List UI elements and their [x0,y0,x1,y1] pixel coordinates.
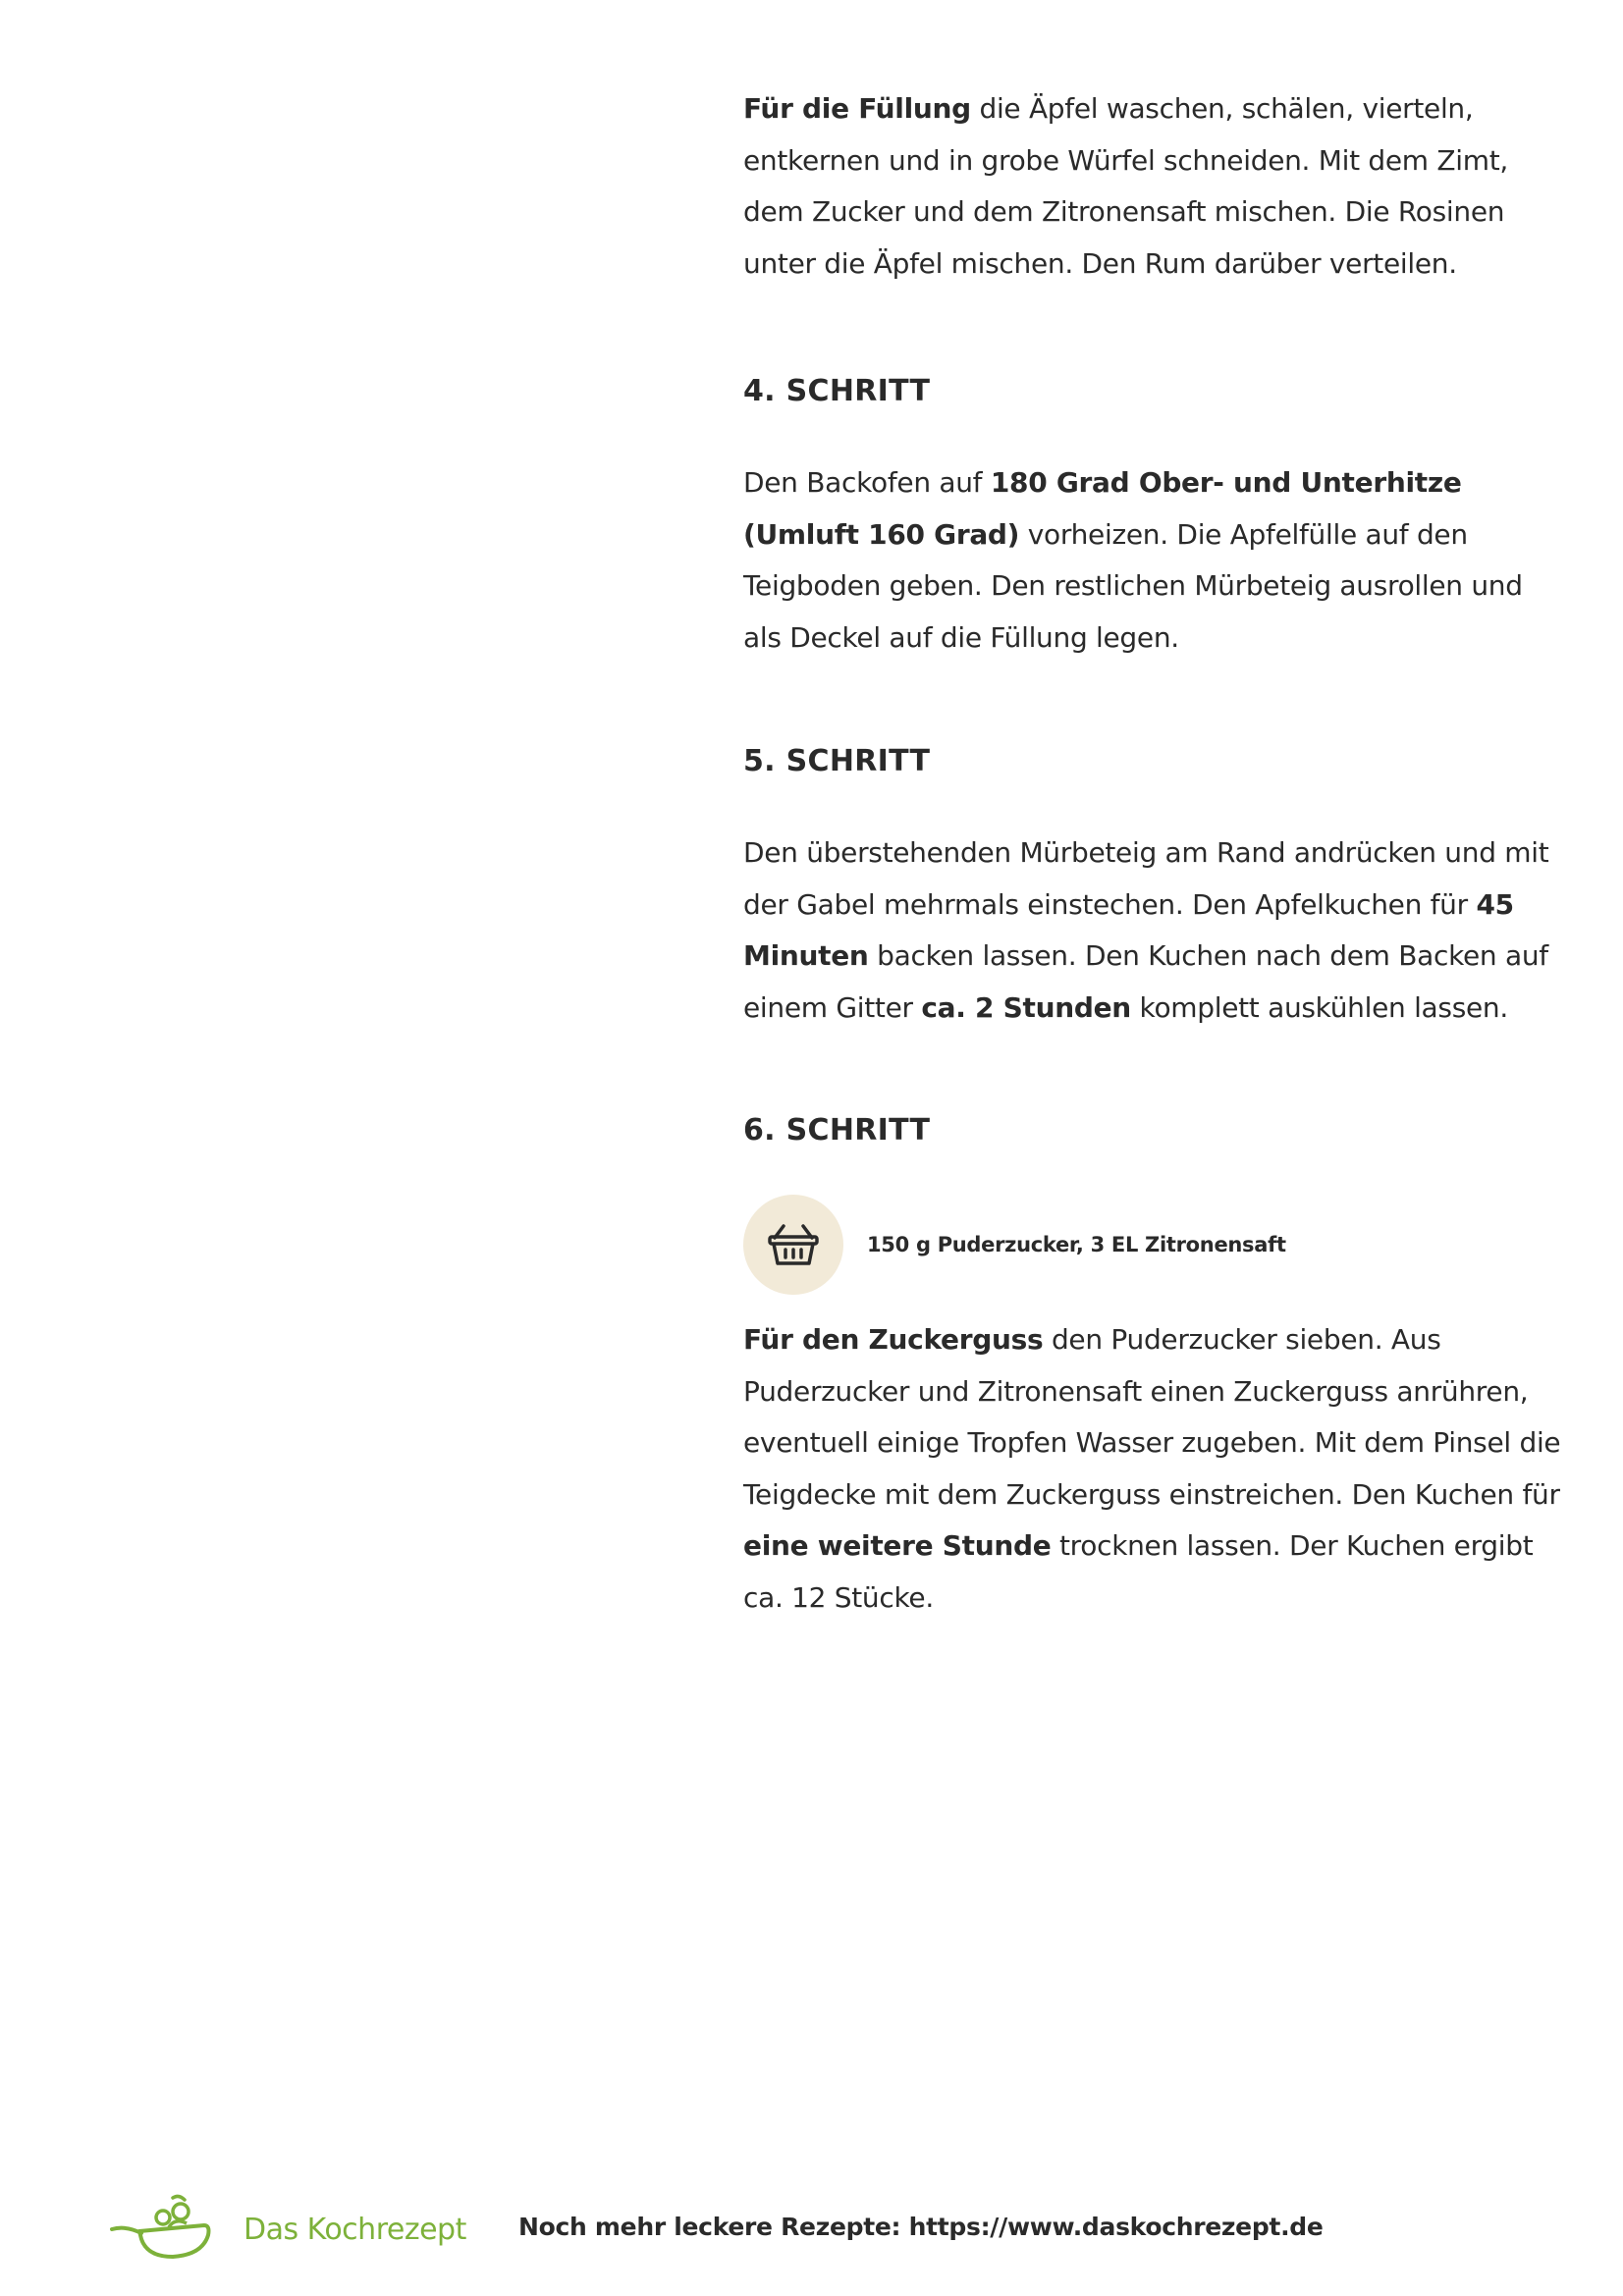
step-5-text-1: Den überstehenden Mürbeteig am Rand andrücken und mit der Gabel mehrmals einstechen. Den Apfelkuchen für [743,836,1549,921]
step-5-text-3: komplett auskühlen lassen. [1130,990,1508,1024]
filling-lead: Für die Füllung [743,92,971,125]
filling-text: die Äpfel waschen, schälen, vierteln, entkernen und in grobe Würfel schneiden. Mit dem Zimt, dem Zucker und dem Zitronensaft mischen. Die Rosinen unter die Äpfel mischen. Den Rum darüber verteilen. [743,92,1508,280]
brand-logo[interactable] [108,2194,466,2265]
step-6-lead: Für den Zuckerguss [743,1323,1044,1356]
filling-section [743,83,1568,290]
step-4-heading: 4. SCHRITT [743,374,931,408]
step-5-paragraph [743,828,1568,1034]
step-6-text-1: den Puderzucker sieben. Aus Puderzucker und Zitronensaft einen Zuckerguss anrühren, eventuell einige Tropfen Wasser zugeben. Mit dem Pinsel die Teigdecke mit dem Zuckerguss einstreichen. Den Kuchen für [743,1323,1561,1511]
step-4 [743,372,1568,664]
ingredient-list: 150 g Puderzucker, 3 EL Zitronensaft [867,1233,1286,1256]
step-6-bold-1: eine weitere Stunde [743,1529,1052,1562]
ingredients-row [743,1195,1286,1295]
step-6-heading: 6. SCHRITT [743,1113,931,1148]
brand-name: Das Kochrezept [243,2212,466,2247]
step-4-paragraph [743,457,1568,664]
step-6-paragraph [743,1314,1568,1624]
step-5-text-2: backen lassen. Den Kuchen nach dem Backen auf einem Gitter [743,939,1548,1024]
step-4-text-1: Den Backofen auf [743,466,991,499]
step-5-bold-2: ca. 2 Stunden [921,990,1131,1024]
step-4-text-2: vorheizen. Die Apfelfülle auf den Teigboden geben. Den restlichen Mürbeteig ausrollen und als Deckel auf die Füllung legen. [743,517,1523,654]
ingredient-badge [743,1195,843,1295]
footer-website-link[interactable]: Noch mehr leckere Rezepte: https://www.daskochrezept.de [518,2213,1324,2241]
step-6-text-2: trocknen lassen. Der Kuchen ergibt ca. 12 Stücke. [743,1529,1534,1614]
step-4-bold-1: 180 Grad Ober- und Unterhitze (Umluft 160 Grad) [743,466,1462,551]
step-5 [743,742,1568,1034]
step-5-bold-1: 45 Minuten [743,887,1514,972]
basket-icon [768,1222,819,1267]
step-6 [743,1111,1568,1150]
step-6-body [743,1314,1568,1624]
filling-paragraph [743,83,1568,290]
pan-logo-icon [108,2194,234,2265]
step-5-heading: 5. SCHRITT [743,744,931,778]
